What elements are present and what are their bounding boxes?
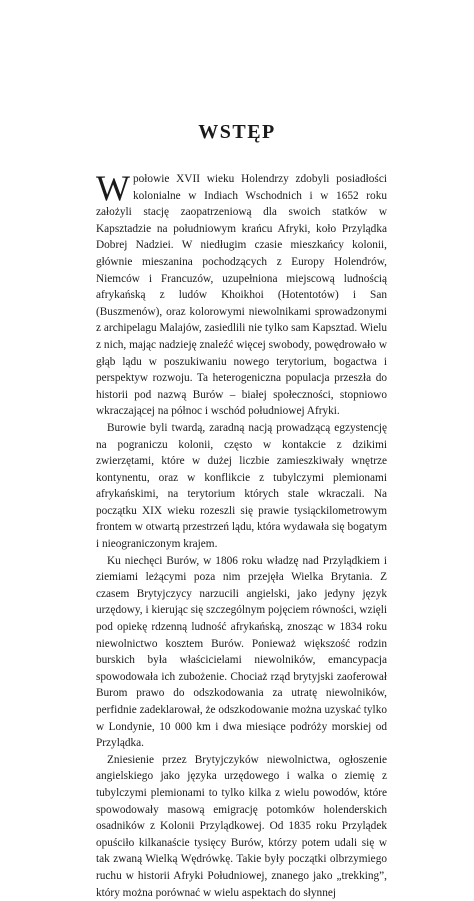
paragraph: Ku niechęci Burów, w 1806 roku władzę nad Przylądkiem i ziemiami leżącymi poza nim przejęła Wielka Brytania. Z czasem Brytyjczycy narzucili angielski, jako jedyny język urzędowy, i kierując się szczególnym pojęciem równości, wzięli pod opiekę rdzenną ludność afrykańską, znosząc w 1834 roku niewolnictwo kosztem Burów. Ponieważ większość rodzin burskich była właścicielami niewolników, emancypacja spowodowała ich zubożenie. Chociaż rząd brytyjski zaoferował Burom prawo do odszkodowania za utratę niewolników, perfidnie zadeklarował, że odszkodowanie można uzyskać tylko w Londynie, 10 000 km i dwa miesiące podróży morskiej od Przylądka. (96, 554, 387, 750)
paragraph-text: połowie XVII wieku Holendrzy zdobyli posiadłości kolonialne w Indiach Wschodnich i w 1652 roku założyli stację zaopatrzeniową dla swoich statków w Kapsztadzie na południowym krańcu Afryki, koło Przylądka Dobrej Nadziei. W niedługim czasie mieszkańcy kolonii, głównie mieszanina pochodzących z Europy Holendrów, Niemców i Francuzów, uzupełniona miejscową ludnością afrykańską z ludów Khoikhoi (Hotentotów) i San (Buszmenów), oraz kolorowymi niewolnikami sprowadzonymi z archipelagu Malajów, zasiedlili nie tylko sam Kapsztad. Wielu z nich, mając nadzieję znaleźć więcej swobody, powędrowało w głąb lądu w poszukiwaniu nowego terytorium, bogactwa i perspektyw rozwoju. Ta heterogeniczna populacja przeszła do historii pod nazwą Burów – białej społeczności, stopniowo wkraczającej na północ i wschód południowej Afryki. (96, 173, 387, 418)
chapter-title: WSTĘP (198, 121, 276, 143)
chapter-body (96, 168, 387, 901)
paragraph (96, 168, 387, 420)
paragraph: Zniesienie przez Brytyjczyków niewolnictwa, ogłoszenie angielskiego jako języka urzędowego i walka o ziemię z tubylczymi plemionami to tylko kilka z wielu powodów, które spowodowały masową emigrację potomków holenderskich osadników z Kolonii Przylądkowej. Od 1835 roku Przylądek opuściło kilkanaście tysięcy Burów, którzy potem udali się w tak zwaną Wielką Wędrówkę. Takie były początki olbrzymiego ruchu w historii Afryki Południowej, znanego jako „trekking”, który można porównać w wielu aspektach do słynnej (96, 753, 387, 899)
drop-cap: W (96, 168, 130, 208)
paragraph: Burowie byli twardą, zaradną nacją prowadzącą egzystencję na pograniczu kolonii, często w kontakcie z dzikimi zwierzętami, które w dużej liczbie zamieszkiwały wnętrze kontynentu, oraz w konflikcie z tubylczymi plemionami afrykańskimi, na terytorium których stale wkraczali. Na początku XIX wieku rozeszli się prawie tysiąckilometrowym frontem w otwartą przestrzeń lądu, która wydawała się bogatym i nieograniczonym krajem. (96, 421, 387, 551)
